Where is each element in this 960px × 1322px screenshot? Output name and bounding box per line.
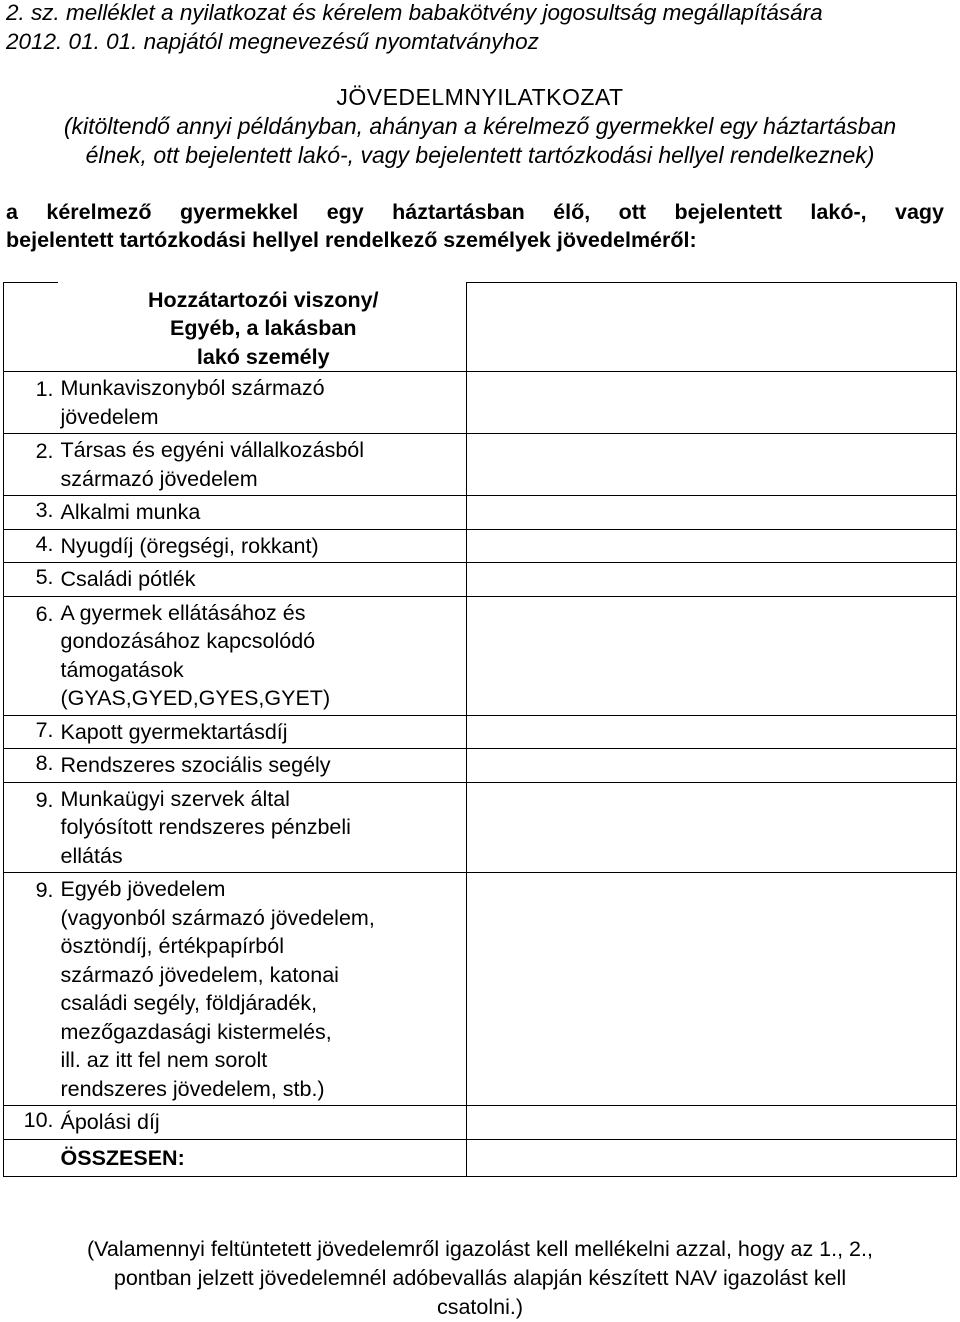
footer-line-3: csatolni.)	[436, 1295, 524, 1319]
subtitle-line-1: (kitöltendő annyi példányban, ahányan a kérelmező gyermekkel egy háztartásban	[63, 113, 897, 139]
row-label-line: ellátás	[60, 843, 123, 868]
row-number: 7.	[4, 715, 58, 749]
row-label-line: származó jövedelem, katonai	[60, 962, 339, 987]
header-line-2: 2012. 01. 01. napjától megnevezésű nyomtatványhoz	[6, 29, 539, 54]
row-number: 6.	[4, 596, 58, 715]
row-value-cell[interactable]	[467, 434, 957, 496]
row-label-line: Rendszeres szociális segély	[60, 753, 331, 777]
row-label-line: Ápolási díj	[60, 1110, 160, 1134]
row-number: 9.	[4, 873, 58, 1106]
row-value-cell[interactable]	[467, 1106, 957, 1140]
row-value-cell[interactable]	[467, 563, 957, 597]
header-num-cell	[4, 283, 58, 372]
row-label	[58, 596, 467, 715]
row-label-line: Társas és egyéni vállalkozásból	[60, 438, 365, 462]
header-line-1: 2. sz. melléklet a nyilatkozat és kérelem babakötvény jogosultság megállapítására	[6, 0, 823, 25]
row-label-line: Alkalmi munka	[60, 500, 201, 524]
table-row	[4, 873, 957, 1106]
row-label-line: jövedelem	[60, 404, 159, 429]
header-relation-cell	[58, 283, 467, 372]
table-header-row	[4, 283, 957, 372]
row-number: 3.	[4, 496, 58, 530]
intro-text	[6, 198, 944, 254]
row-label-line: Munkaviszonyból származó	[60, 376, 325, 400]
row-label-line: rendszeres jövedelem, stb.)	[60, 1076, 325, 1101]
row-label-line: mezőgazdasági kistermelés,	[60, 1019, 332, 1044]
row-number: 4.	[4, 529, 58, 563]
row-value-cell[interactable]	[467, 873, 957, 1106]
row-label-line: Egyéb jövedelem	[60, 877, 226, 901]
header-value-cell[interactable]	[467, 283, 957, 372]
row-label-line: Családi pótlék	[60, 567, 196, 591]
row-label-line: családi segély, földjáradék,	[60, 991, 318, 1015]
footer-note	[0, 1235, 960, 1322]
row-value-cell[interactable]	[467, 596, 957, 715]
row-label	[58, 749, 467, 783]
row-value-cell[interactable]	[467, 372, 957, 434]
row-label-line: származó jövedelem	[60, 466, 258, 491]
row-number: 9.	[4, 782, 58, 873]
table-row	[4, 715, 957, 749]
income-table	[3, 282, 957, 1177]
row-label-line: Munkaügyi szervek által	[60, 786, 290, 811]
row-label	[58, 434, 467, 496]
row-label-line: Kapott gyermektartásdíj	[60, 719, 288, 744]
row-label	[58, 782, 467, 873]
table-row	[4, 563, 957, 597]
row-number: 8.	[4, 749, 58, 783]
row-label-line: folyósított rendszeres pénzbeli	[60, 815, 351, 839]
row-label-line: (GYAS,GYED,GYES,GYET)	[60, 686, 331, 710]
row-label	[58, 529, 467, 563]
row-value-cell[interactable]	[467, 749, 957, 783]
intro-line-2: bejelentett tartózkodási hellyel rendelkező személyek jövedelméről:	[6, 228, 697, 252]
header-line-c: lakó személy	[196, 344, 330, 369]
row-number: 1.	[4, 372, 58, 434]
row-value-cell[interactable]	[467, 715, 957, 749]
total-num-cell	[4, 1139, 58, 1177]
row-label	[58, 372, 467, 434]
table-row	[4, 1106, 957, 1140]
row-label-line: (vagyonból származó jövedelem,	[60, 905, 375, 930]
row-label	[58, 715, 467, 749]
row-label-line: ösztöndíj, értékpapírból	[60, 934, 284, 958]
footer-line-2: pontban jelzett jövedelemnél adóbevallás alapján készített NAV igazolást kell	[113, 1266, 847, 1290]
row-number: 2.	[4, 434, 58, 496]
row-number: 5.	[4, 563, 58, 597]
row-label-line: Nyugdíj (öregségi, rokkant)	[60, 533, 319, 558]
table-row	[4, 782, 957, 873]
row-value-cell[interactable]	[467, 529, 957, 563]
subtitle-line-2: élnek, ott bejelentett lakó-, vagy bejelentett tartózkodási hellyel rendelkeznek)	[85, 142, 875, 168]
row-value-cell[interactable]	[467, 782, 957, 873]
row-label-line: ill. az itt fel nem sorolt	[60, 1048, 268, 1072]
table-row	[4, 372, 957, 434]
table-row	[4, 596, 957, 715]
row-label-line: támogatások	[60, 657, 184, 682]
row-label	[58, 1106, 467, 1140]
row-label-line: gondozásához kapcsolódó	[60, 629, 316, 653]
header-line-b: Egyéb, a lakásban	[170, 316, 357, 340]
row-number: 10.	[4, 1106, 58, 1140]
header-line-a: Hozzátartozói viszony/	[147, 287, 379, 312]
document-title: JÖVEDELMNYILATKOZAT	[336, 84, 624, 110]
total-label: ÖSSZESEN:	[58, 1139, 467, 1177]
table-row	[4, 434, 957, 496]
total-value-cell[interactable]	[467, 1139, 957, 1177]
total-row	[4, 1139, 957, 1177]
table-row	[4, 496, 957, 530]
row-label	[58, 873, 467, 1106]
footer-line-1: (Valamennyi feltüntetett jövedelemről igazolást kell mellékelni azzal, hogy az 1., 2.,	[87, 1237, 873, 1261]
intro-line-1: a kérelmező gyermekkel egy háztartásban élő, ott bejelentett lakó-, vagy	[6, 200, 944, 224]
row-label	[58, 496, 467, 530]
row-value-cell[interactable]	[467, 496, 957, 530]
table-row	[4, 529, 957, 563]
row-label	[58, 563, 467, 597]
table-row	[4, 749, 957, 783]
row-label-line: A gyermek ellátásához és	[60, 600, 306, 625]
